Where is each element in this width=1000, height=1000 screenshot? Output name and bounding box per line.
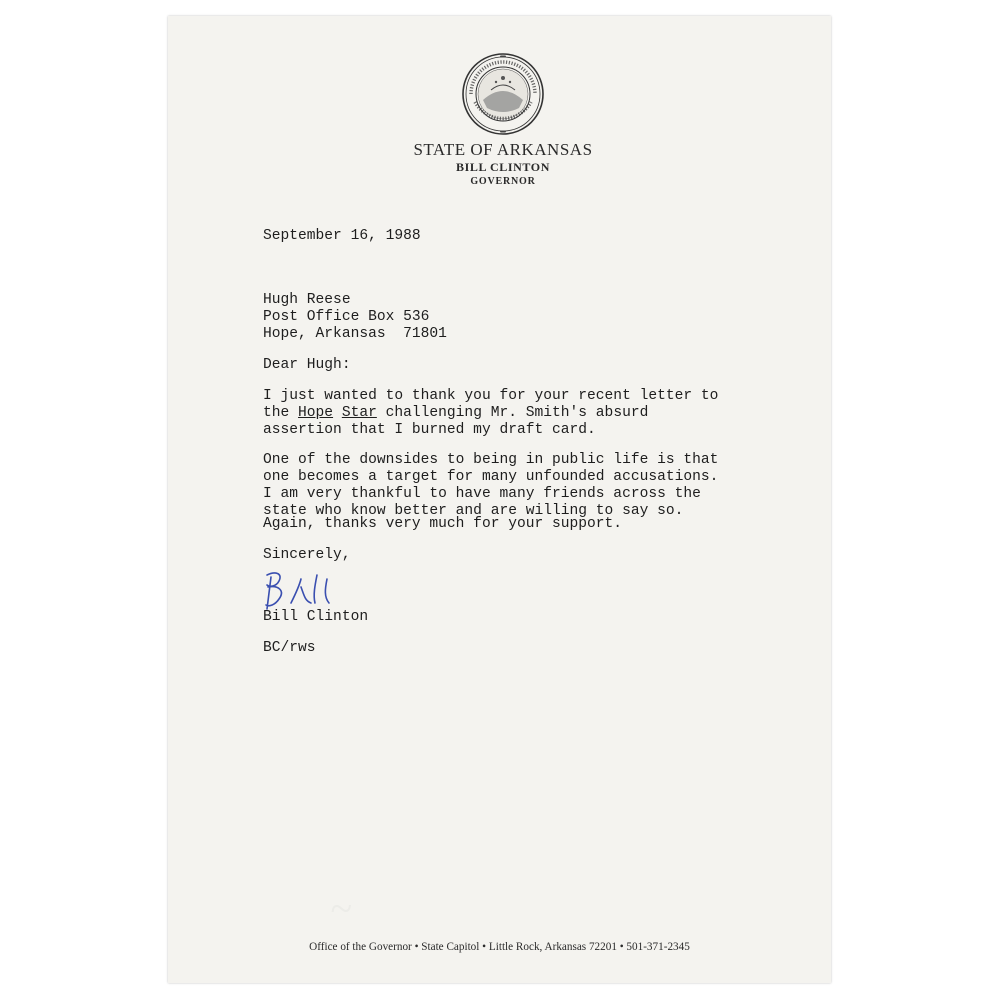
paragraph2-line2: one becomes a target for many unfounded accusations. [263,469,719,485]
paragraph3: Again, thanks very much for your support. [263,516,623,532]
paragraph2-line4: state who know better and are willing to say so. [263,503,684,519]
letterhead-title: GOVERNOR [470,176,536,187]
typist-initials: BC/rws [263,640,316,656]
salutation: Dear Hugh: [263,357,351,373]
newspaper-hope: Hope [298,405,334,421]
paragraph1-line3: assertion that I burned my draft card. [263,422,596,438]
letter-date: September 16, 1988 [263,228,421,244]
recipient-name: Hugh Reese [263,292,351,308]
faint-watermark: ~ [330,886,354,931]
state-seal [461,52,545,136]
letterhead-name: BILL CLINTON [455,160,550,174]
recipient-address-line2: Hope, Arkansas 71801 [263,326,447,342]
handwritten-signature [255,565,355,615]
paragraph2-line1: One of the downsides to being in public life is that [263,452,719,468]
signer-name: Bill Clinton [263,609,369,625]
recipient-address-line1: Post Office Box 536 [263,309,430,325]
letterhead-footer: Office of the Governor • State Capitol • Little Rock, Arkansas 72201 • 501-371-2345 [309,941,690,953]
paragraph1-line2 [263,405,648,422]
newspaper-star: Star [341,405,377,421]
letterhead-state: STATE OF ARKANSAS [413,140,593,159]
p1-pre: the [263,405,299,421]
paragraph1-line1: I just wanted to thank you for your recent letter to [263,388,719,404]
paragraph2-line3: I am very thankful to have many friends across the [263,486,701,502]
closing: Sincerely, [263,547,351,563]
p1-post: challenging Mr. Smith's absurd [376,405,649,421]
